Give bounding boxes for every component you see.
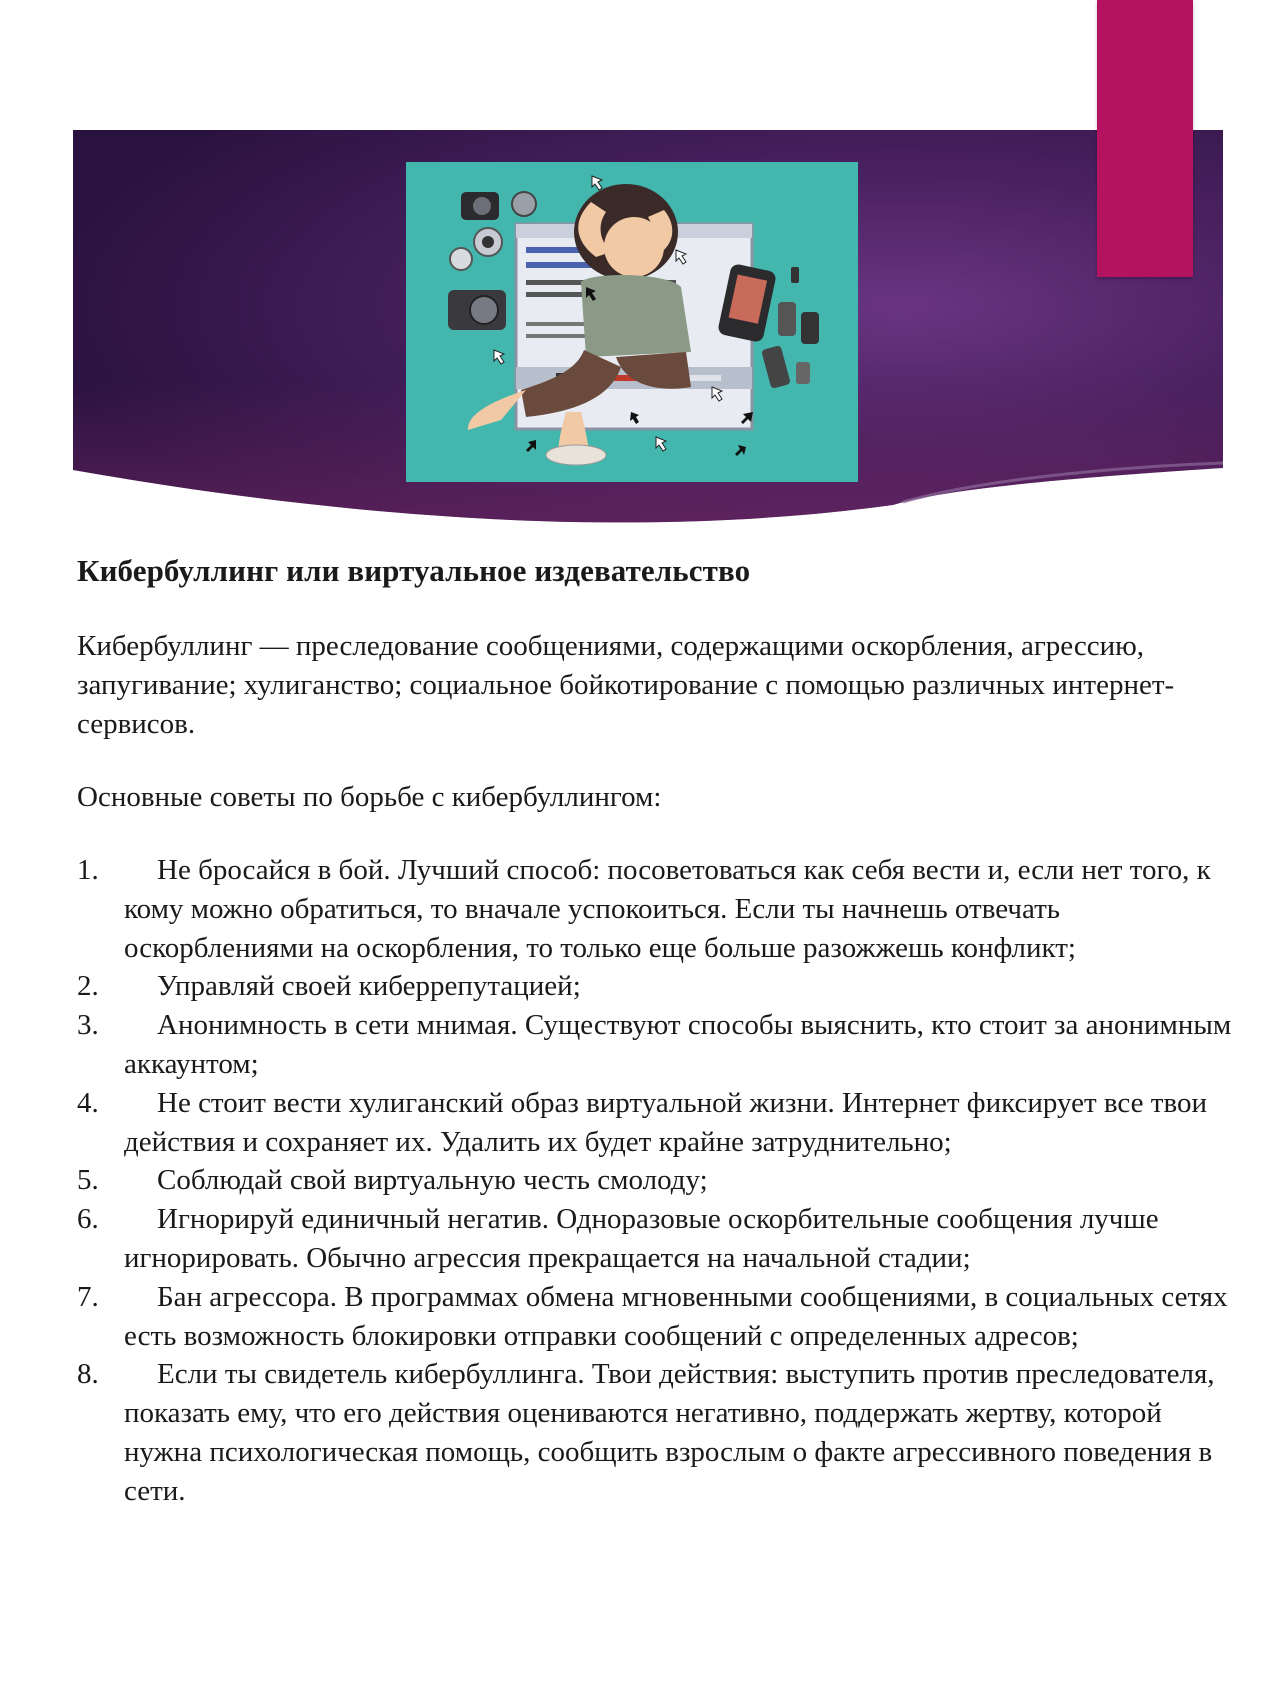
tip-item	[77, 1200, 1247, 1278]
tip-text: Если ты свидетель кибербуллинга. Твои действия: выступить против преследователя, показать ему, что его действия оцениваются негативно, поддержать жертву, которой нужна психологическая помощь, сообщить взрослым о факте агрессивного поведения в сети.	[124, 1358, 1215, 1507]
tip-text: Анонимность в сети мнимая. Существуют способы выяснить, кто стоит за анонимным аккаунтом;	[124, 1009, 1232, 1080]
tip-text: Не бросайся в бой. Лучший способ: посоветоваться как себя вести и, если нет того, к кому можно обратиться, то вначале успокоиться. Если ты начнешь отвечать оскорблениями на оскорбления, то только еще больше разожжешь конфликт;	[124, 854, 1211, 964]
tip-item	[77, 1278, 1247, 1356]
tip-number: 1.	[77, 854, 99, 886]
tip-number: 6.	[77, 1203, 99, 1236]
tip-number: 4.	[77, 1086, 99, 1119]
tip-number: 2.	[77, 970, 99, 1003]
tip-text: Соблюдай свой виртуальную честь смолоду;	[157, 1164, 708, 1197]
tip-number: 3.	[77, 1009, 99, 1042]
tip-number: 8.	[77, 1358, 99, 1391]
tip-text: Игнорируй единичный негатив. Одноразовые оскорбительные сообщения лучше игнорировать. Обычно агрессия прекращается на начальной стадии;	[124, 1203, 1159, 1274]
tip-item	[77, 1355, 1247, 1510]
tip-item	[77, 1161, 1247, 1200]
tip-item	[77, 851, 1247, 967]
tip-item	[77, 1084, 1247, 1162]
cyberbullying-illustration	[406, 162, 858, 482]
advice-heading: Основные советы по борьбе с кибербуллингом:	[77, 781, 662, 813]
tip-number: 7.	[77, 1280, 99, 1313]
tip-item	[77, 1006, 1247, 1084]
definition-paragraph: Кибербуллинг — преследование сообщениями, содержащими оскорбления, агрессию, запугивание; хулиганство; социальное бойкотирование с помощью различных интернет-сервисов.	[77, 630, 1175, 740]
document-title: Кибербуллинг или виртуальное издевательство	[77, 553, 751, 588]
tip-number: 5.	[77, 1164, 99, 1197]
document-body	[77, 546, 1247, 1511]
accent-tab	[1097, 0, 1193, 277]
tip-text: Управляй своей киберрепутацией;	[157, 970, 581, 1003]
tip-text: Бан агрессора. В программах обмена мгновенными сообщениями, в социальных сетях есть возможность блокировки отправки сообщений с определенных адресов;	[124, 1280, 1228, 1352]
tip-text: Не стоит вести хулиганский образ виртуальной жизни. Интернет фиксирует все твои действия и сохраняет их. Удалить их будет крайне затруднительно;	[124, 1086, 1207, 1158]
tip-item	[77, 967, 1247, 1006]
tips-list	[77, 851, 1247, 1511]
